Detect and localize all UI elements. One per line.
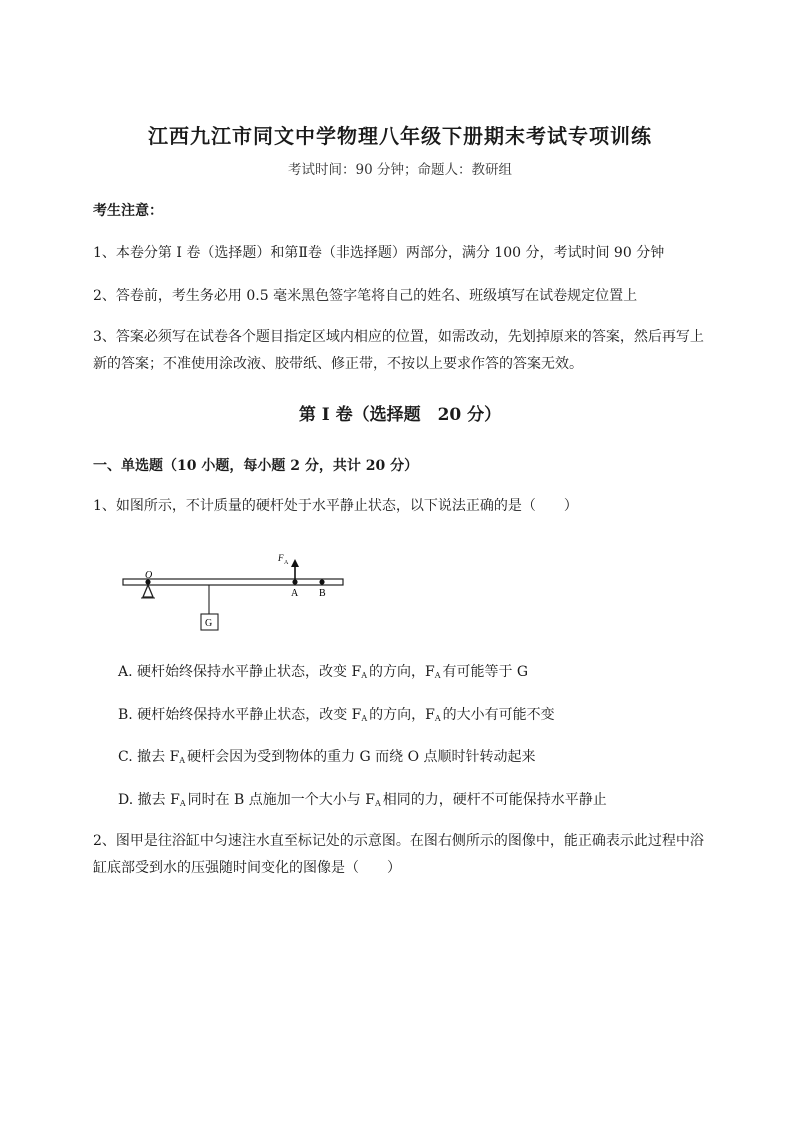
option-b[interactable]: B. 硬杆始终保持水平静止状态，改变 $F_A$ 的方向，$F_A$ 的大小有可能不变 xyxy=(118,707,555,723)
lever-diagram xyxy=(115,545,355,635)
label-fa-sub: A xyxy=(284,560,289,566)
section-title: 第 I 卷（选择题 20 分） xyxy=(298,405,502,425)
question-2-stem: 2、图甲是往浴缸中匀速注水直至标记处的示意图。在图右侧所示的图像中，能正确表示此过程中浴缸底部受到水的压强随时间变化的图像是（ ） xyxy=(93,833,704,876)
notice-heading: 考生注意： xyxy=(93,203,163,219)
exam-info: 考试时间：90 分钟；命题人：教研组 xyxy=(288,162,512,178)
point-b xyxy=(319,579,324,584)
option-a[interactable]: A. 硬杆始终保持水平静止状态，改变 $F_A$ 的方向，$F_A$ 有可能等于 G xyxy=(118,664,529,680)
page-title: 江西九江市同文中学物理八年级下册期末考试专项训练 xyxy=(148,124,652,148)
label-b: B xyxy=(319,588,326,599)
notice-item-2: 2、答卷前，考生务必用 0.5 毫米黑色签字笔将自己的姓名、班级填写在试卷规定位置上 xyxy=(93,288,638,304)
notice-item-1: 1、本卷分第 I 卷（选择题）和第Ⅱ卷（非选择题）两部分，满分 100 分，考试时间 90 分钟 xyxy=(93,245,665,261)
option-c[interactable]: C. 撤去 $F_A$ 硬杆会因为受到物体的重力 G 而绕 O 点顺时针转动起来 xyxy=(118,749,536,765)
label-fa: F xyxy=(278,553,284,563)
label-o: O xyxy=(145,570,153,581)
label-a: A xyxy=(291,588,299,599)
part-heading: 一、单选题（10 小题，每小题 2 分，共计 20 分） xyxy=(93,458,419,474)
force-arrow-icon xyxy=(291,559,299,567)
question-1-stem: 1、如图所示，不计质量的硬杆处于水平静止状态，以下说法正确的是（ ） xyxy=(93,498,578,514)
notice-item-3: 3、答案必须写在试卷各个题目指定区域内相应的位置，如需改动，先划掉原来的答案，然后再写上新的答案；不准使用涂改液、胶带纸、修正带，不按以上要求作答的答案无效。 xyxy=(93,329,704,372)
label-g: G xyxy=(205,618,213,629)
fulcrum-icon xyxy=(143,585,153,597)
option-d[interactable]: D. 撤去 $F_A$ 同时在 B 点施加一个大小与 $F_A$ 相同的力，硬杆不可能保持水平静止 xyxy=(118,792,607,808)
lever-rod xyxy=(123,579,343,585)
